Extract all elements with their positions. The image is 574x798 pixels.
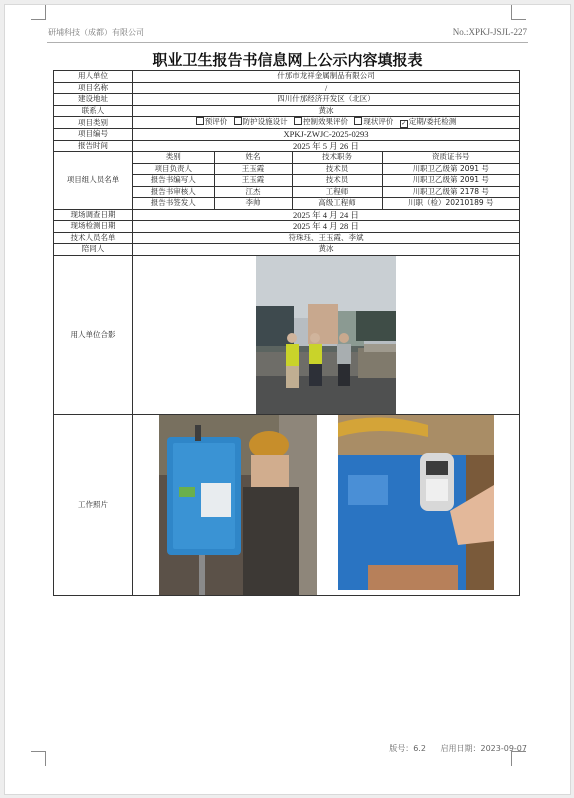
row-contact [54, 105, 520, 117]
header-rule [47, 42, 528, 43]
survey-date-label: 现场调查日期 [54, 209, 133, 221]
row-category [54, 117, 520, 129]
row-staff [54, 152, 520, 210]
category-option-pre-evaluation[interactable]: 预评价 [196, 117, 228, 126]
group-photo [256, 256, 396, 414]
escort-label: 陪同人 [54, 244, 133, 256]
category-option-protection-design[interactable]: 防护设施设计 [234, 117, 288, 126]
staff-header-row [133, 152, 519, 163]
staff-row [133, 163, 519, 175]
staff-subtable-cell [133, 152, 520, 210]
tech-staff-value: 符珠珏、王玉霞、李斌 [133, 232, 520, 244]
tech-staff-label: 技术人员名单 [54, 232, 133, 244]
contact-label: 联系人 [54, 105, 133, 117]
staff-name: 李帅 [214, 198, 292, 209]
row-survey-date [54, 209, 520, 221]
category-option-periodic-testing[interactable]: ✓ 定期/委托检测 [401, 117, 457, 127]
staff-title: 技术员 [292, 175, 382, 187]
staff-row [133, 198, 519, 209]
row-report-time [54, 140, 520, 152]
staff-row [133, 175, 519, 187]
address-label: 建设地址 [54, 94, 133, 106]
employer-value: 什邡市龙祥金属制品有限公司 [133, 71, 520, 83]
staff-header-role: 类别 [133, 152, 214, 163]
group-photo-label: 用人单位合影 [54, 255, 133, 414]
staff-title: 工程师 [292, 186, 382, 198]
work-photo-cell [133, 414, 520, 595]
staff-cert: 川职卫乙级第 2178 号 [382, 186, 519, 198]
row-employer [54, 71, 520, 83]
category-option-control-effect[interactable]: 控制效果评价 [294, 117, 348, 126]
work-photo-label: 工作照片 [54, 414, 133, 595]
document-page [4, 4, 571, 795]
staff-role: 项目负责人 [133, 163, 214, 175]
staff-header-title: 技术职务 [292, 152, 382, 163]
staff-role: 报告书编写人 [133, 175, 214, 187]
category-label: 项目类别 [54, 117, 133, 129]
contact-value: 黄冰 [133, 105, 520, 117]
checkbox-icon[interactable] [196, 117, 204, 125]
test-date-label: 现场检测日期 [54, 221, 133, 233]
row-group-photo [54, 255, 520, 414]
project-name-value: / [133, 82, 520, 94]
staff-title: 高级工程师 [292, 198, 382, 209]
checkbox-checked-icon[interactable]: ✓ [401, 120, 407, 127]
staff-role: 报告书审核人 [133, 186, 214, 198]
group-photo-cell [133, 255, 520, 414]
staff-subtable [133, 152, 519, 209]
report-time-value: 2025 年 5 月 26 日 [133, 140, 520, 152]
row-test-date [54, 221, 520, 233]
staff-cert: 川职卫乙级第 2091 号 [382, 163, 519, 175]
category-option-status-evaluation[interactable]: 现状评价 [354, 117, 393, 126]
staff-role: 报告书签发人 [133, 198, 214, 209]
project-name-label: 项目名称 [54, 82, 133, 94]
crop-mark-bottom-left [31, 751, 46, 766]
page-title: 职业卫生报告书信息网上公示内容填报表 [152, 51, 423, 69]
checkbox-icon[interactable] [354, 117, 362, 125]
crop-mark-top-left [31, 5, 46, 20]
category-options [133, 117, 520, 129]
row-escort [54, 244, 520, 256]
crop-mark-top-right [511, 5, 526, 20]
row-project-name [54, 82, 520, 94]
row-tech-staff [54, 232, 520, 244]
row-address [54, 94, 520, 106]
staff-name: 王玉霞 [214, 175, 292, 187]
report-time-label: 报告时间 [54, 140, 133, 152]
disclosure-form-table [53, 70, 520, 596]
staff-cert: 川职卫乙级第 2091 号 [382, 175, 519, 187]
header-company: 研埔科技（成都）有限公司 [48, 28, 144, 37]
project-no-value: XPKJ-ZWJC-2025-0293 [133, 129, 520, 141]
employer-label: 用人单位 [54, 71, 133, 83]
staff-title: 技术员 [292, 163, 382, 175]
test-date-value: 2025 年 4 月 28 日 [133, 221, 520, 233]
project-no-label: 项目编号 [54, 129, 133, 141]
footer-effective-date: 启用日期：2023-09-07 [440, 744, 527, 753]
row-work-photos [54, 414, 520, 595]
staff-header-cert: 资质证书号 [382, 152, 519, 163]
escort-value: 黄冰 [133, 244, 520, 256]
footer-version: 版号：6.2 [389, 744, 426, 753]
staff-row [133, 186, 519, 198]
work-photo-meter [338, 415, 494, 590]
page-footer [377, 743, 527, 754]
staff-label: 项目组人员名单 [54, 152, 133, 210]
work-photo-device [159, 415, 317, 595]
staff-name: 江杰 [214, 186, 292, 198]
row-project-no [54, 129, 520, 141]
header-doc-number: No.:XPKJ-JSJL-227 [452, 27, 527, 37]
address-value: 四川什邡经济开发区（北区） [133, 94, 520, 106]
survey-date-value: 2025 年 4 月 24 日 [133, 209, 520, 221]
checkbox-icon[interactable] [234, 117, 242, 125]
staff-header-name: 姓名 [214, 152, 292, 163]
staff-name: 王玉霞 [214, 163, 292, 175]
staff-cert: 川职（检）20210189 号 [382, 198, 519, 209]
checkbox-icon[interactable] [294, 117, 302, 125]
